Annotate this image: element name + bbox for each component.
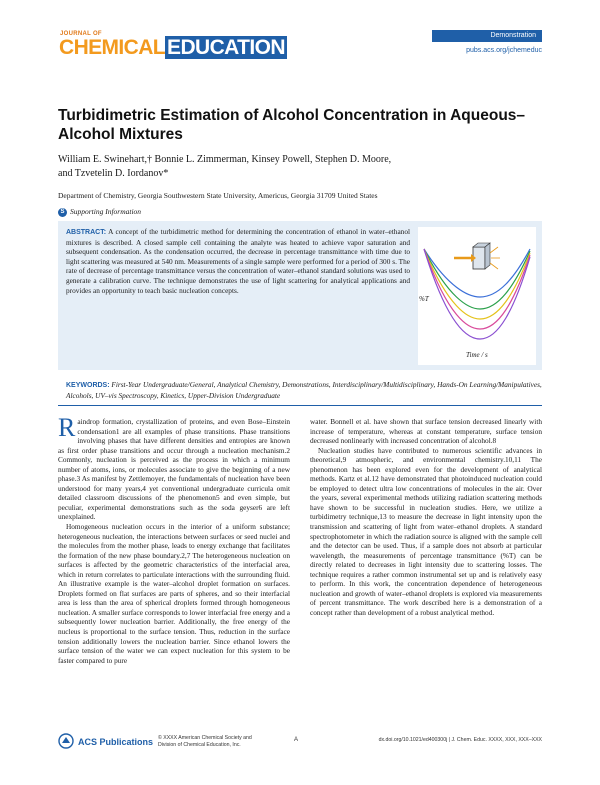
body-column-right	[310, 417, 542, 617]
author-line-2: and Tzvetelin D. Iordanov*	[58, 168, 169, 179]
body-paragraph-2: Homogeneous nucleation occurs in the interior of a uniform substance; heterogeneous nucleation, the interactions between surfaces or seed nuclei and the molecules from the mother phase, leads to energy exchange that facilitates the formation of the new phase boundary.2,7 The heterogeneous nucleation on surfaces is affected by the geometric characteristics of the interfacial area, which in return correlates to particulate interactions with the surrounding fluid. An illustrative example is the water–alcohol droplet formation on surfaces. Droplets formed on flat surfaces are parts of spheres, and so their interfacial area is less than the area of spherical droplets formed through homogeneous nucleation. A smaller surface corresponds to lower interfacial free energy and a subsequently lower nucleation barrier. Additionally, the free energy of the nucleus is proportional to the surface tension. Thus, reduction in the surface tension additionally lowers the nucleation barrier. Since ethanol lowers the surface tension of the water we can expect nucleation for this system to be faster compared to pure	[58, 522, 290, 665]
supporting-info-label: Supporting Information	[70, 207, 142, 216]
keywords	[66, 380, 542, 401]
body-paragraph-3: water. Bonnell et al. have shown that surface tension decreased linearly with increase of temperature, whereas at constant temperature, surface tension decreased nonlinearly with increased concentration of alcohol.8	[310, 417, 542, 446]
affiliation: Department of Chemistry, Georgia Southwestern State University, Americus, Georgia 31709 United States	[58, 191, 378, 200]
journal-logo-chem: CHEMICAL	[59, 36, 166, 59]
body-column-left	[58, 413, 290, 665]
supporting-info-link[interactable]	[58, 207, 141, 217]
body-paragraph-1-text: aindrop formation, crystallization of proteins, and even Bose–Einstein condensation1 are all examples of phase transitions. Phase transitions involving phases that have different densities and entropies are known as first order phase transitions and occur through a nucleation mechanism.2 Commonly, nucleation is perceived as the process in which a minimum number of atoms, ions, or molecules associate to give the beginning of a new phase.3 As manifest by Zettlemoyer, the fundamentals of nucleation have been understood for many years,4 yet conventional undergraduate curricula omit detailed classroom discussions of the phenomenon5 and even simple, but peculiar, experimental demonstrations such as the soda geyser6 are left unexplained.	[58, 417, 290, 522]
toc-graphic-svg	[418, 227, 536, 365]
abstract	[66, 227, 410, 295]
toc-graphic	[418, 227, 536, 365]
sample-cell-side	[485, 243, 490, 269]
acs-publications-logo[interactable]	[58, 732, 158, 754]
article-type-badge: Demonstration	[432, 30, 542, 42]
journal-logo-education: EDUCATION	[167, 36, 285, 59]
journal-logo	[59, 37, 287, 59]
supporting-info-icon: S	[58, 208, 67, 217]
toc-xlabel: Time / s	[466, 351, 488, 359]
abstract-label: ABSTRACT:	[66, 229, 107, 236]
scatter-ray-3	[490, 263, 498, 269]
author-line-1: William E. Swinehart,† Bonnie L. Zimmerman, Kinsey Powell, Stephen D. Moore,	[58, 154, 392, 165]
journal-url-link[interactable]: pubs.acs.org/jchemeduc	[466, 47, 542, 54]
article-title: Turbidimetric Estimation of Alcohol Concentration in Aqueous–Alcohol Mixtures	[58, 107, 526, 143]
copyright-line-2: Division of Chemical Education, Inc.	[158, 741, 241, 748]
body-paragraph	[58, 413, 290, 522]
abstract-body: A concept of the turbidimetric method for determining the concentration of ethanol in water–ethanol mixtures is described. A closed sample cell containing the analyte was heated to achieve vapor saturation and subsequent condensation. As the condensation occurred, the decrease in percentage transmittance with time due to light scattering was measured at 540 nm. Measurements of a single sample were performed for a period of 300 s. The rate of decrease of percentage transmittance versus the concentration of water–ethanol standard solutions was used to generate a calibration curve. The technique demonstrates the use of light scattering for analytical applications and provides an opportunity to teach basic nucleation concepts.	[66, 227, 411, 295]
page-number: A	[294, 737, 299, 743]
journal-name-small: JOURNAL OF	[60, 31, 102, 37]
toc-ylabel: %T	[419, 295, 429, 303]
drop-cap: R	[58, 413, 76, 442]
doi-citation[interactable]: dx.doi.org/10.1021/ed400300j | J. Chem. Educ. XXXX, XXX, XXX–XXX	[378, 737, 542, 743]
copyright-line-1: © XXXX American Chemical Society and	[158, 735, 252, 741]
publisher-name: ACS Publications	[78, 737, 154, 747]
copyright	[158, 735, 252, 748]
keywords-list: First-Year Undergraduate/General, Analytical Chemistry, Demonstrations, Interdisciplinary/Multidisciplinary, Hands-On Learning/Manipulatives, Alcohols, UV–vis Spectroscopy, Kinetics, Upper-Division Undergraduate	[66, 380, 542, 400]
body-paragraph-4: Nucleation studies have contributed to numerous scientific advances in theoretical,9 atmospheric, and environmental chemistry.10,11 The phenomenon has been explored even for the development of analytical methods. Kartz et al.12 have demonstrated that photoinduced nucleation could be employed to detect ultra low concentrations of molecules in the air. Over the years, several experimental methods utilizing radiation scattering methods have shown to be successful in nucleation studies. Here, we utilize a turbidimetry technique,13 to measure the decrease in light intensity upon the transmission and scattering of light from water–ethanol droplets. A standard spectrophotometer in which the radiation source is aligned with the sample cell and the detector can be used. Thus, if a sample does not absorb at particular wavelength, the measurements of percentage transmittance (%T) can be directly related to decreases in light intensity due to scattering losses. The technique requires a rather common instrumental set up and is relatively easy to perform. In this work, the concentration dependence of heterogeneous nucleation and growth of water–ethanol droplets is explored via measurements of percent transmittance. The work described here is a demonstration of a concept rather than development of a robust analytical method.	[310, 445, 542, 617]
keywords-label: KEYWORDS:	[66, 382, 110, 389]
acs-logo-icon	[58, 733, 74, 749]
scatter-ray-1	[490, 247, 498, 253]
section-divider	[58, 405, 542, 406]
author-list	[58, 153, 488, 181]
